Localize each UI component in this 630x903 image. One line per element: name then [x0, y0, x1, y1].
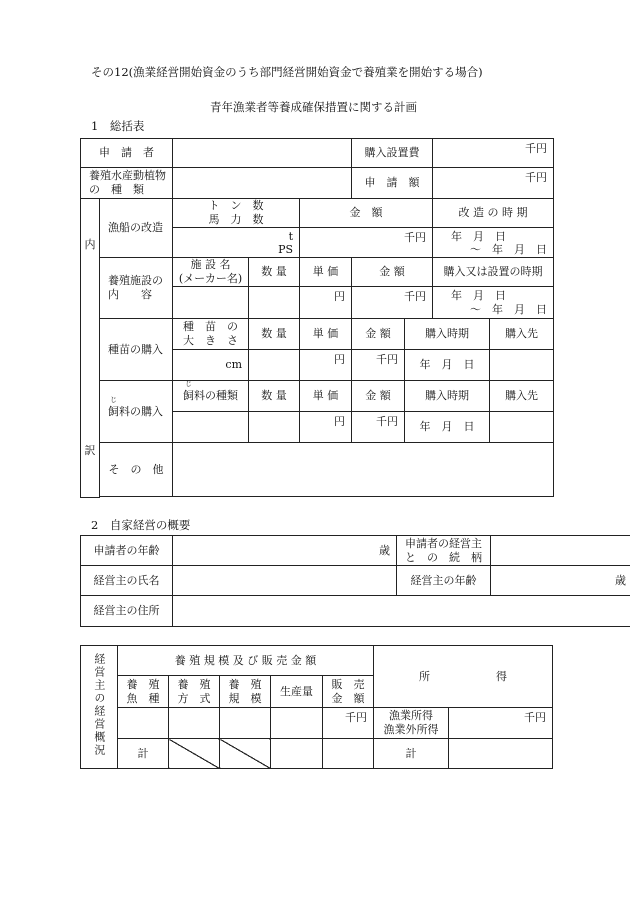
relation-value[interactable] — [491, 536, 630, 566]
income-types-label: 漁業所得 漁業外所得 — [374, 708, 449, 739]
boat-tonnage-value[interactable]: t PS — [173, 227, 300, 258]
species-label: 養殖水産動植物 の 種 類 — [81, 168, 173, 199]
applicant-label: 申 請 者 — [81, 139, 173, 168]
page-title: 青年漁業者等養成確保措置に関する計画 — [210, 100, 417, 114]
production-value[interactable] — [271, 708, 323, 739]
income-total-value[interactable] — [449, 739, 553, 769]
income-value[interactable]: 千円 — [449, 708, 553, 739]
feed-quantity-value[interactable] — [249, 412, 300, 443]
production-header: 生産量 — [271, 676, 323, 708]
feed-price-value[interactable]: 円 — [300, 412, 352, 443]
feed-vendor-value[interactable] — [490, 412, 554, 443]
feed-amount-header: 金 額 — [352, 381, 405, 412]
facility-price-value[interactable]: 円 — [300, 287, 352, 319]
seed-label: 種苗の購入 — [100, 319, 173, 381]
facility-amount-header: 金 額 — [352, 258, 433, 287]
scale-sales-header: 養 殖 規 模 及 び 販 売 金 額 — [118, 646, 374, 676]
facility-name-header: 施 設 名 (メーカー名) — [173, 258, 249, 287]
seed-time-header: 購入時期 — [405, 319, 490, 350]
applicant-value[interactable] — [173, 139, 352, 168]
boat-amount-value[interactable]: 千円 — [300, 227, 433, 258]
method-header: 養 殖 方 式 — [169, 676, 220, 708]
form-note: その12(漁業経営開始資金のうち部門経営開始資金で養殖業を開始する場合) — [91, 65, 483, 79]
facility-price-header: 単 価 — [300, 258, 352, 287]
owner-name-value[interactable] — [173, 566, 397, 596]
applicant-age-value[interactable]: 歳 — [173, 536, 397, 566]
summary-table — [80, 138, 554, 498]
boat-amount-header: 金 額 — [300, 199, 433, 228]
seed-vendor-header: 購入先 — [490, 319, 554, 350]
request-amount-value[interactable]: 千円 — [433, 168, 554, 199]
facility-period-value[interactable]: 年 月 日 〜 年 月 日 — [433, 287, 554, 319]
scale-value[interactable] — [220, 708, 271, 739]
facility-name-value[interactable] — [173, 287, 249, 319]
boat-tonnage-header: ト ン 数 馬 力 数 — [173, 199, 300, 228]
feed-price-header: 単 価 — [300, 381, 352, 412]
sales-value[interactable]: 千円 — [323, 708, 374, 739]
other-label: そ の 他 — [100, 443, 173, 497]
facility-quantity-header: 数 量 — [249, 258, 300, 287]
request-amount-label: 申 請 額 — [352, 168, 433, 199]
purchase-cost-value[interactable]: 千円 — [433, 139, 554, 168]
boat-period-value[interactable]: 年 月 日 〜 年 月 日 — [433, 227, 554, 258]
feed-vendor-header: 購入先 — [490, 381, 554, 412]
section2-heading: 2 自家経営の概要 — [91, 518, 191, 532]
method-total-slash — [169, 739, 220, 769]
feed-quantity-header: 数 量 — [249, 381, 300, 412]
income-header: 所 得 — [374, 646, 553, 708]
sales-total-value[interactable] — [323, 739, 374, 769]
facility-period-header: 購入又は設置の時期 — [433, 258, 554, 287]
section1-heading: 1 総括表 — [91, 119, 145, 133]
scale-total-label: 計 — [118, 739, 169, 769]
scale-total-slash — [220, 739, 271, 769]
feed-amount-value[interactable]: 千円 — [352, 412, 405, 443]
seed-size-value[interactable]: cm — [173, 350, 249, 381]
income-total-label: 計 — [374, 739, 449, 769]
facility-quantity-value[interactable] — [249, 287, 300, 319]
seed-time-value[interactable]: 年 月 日 — [405, 350, 490, 381]
sales-header: 販 売 金 額 — [323, 676, 374, 708]
feed-type-value[interactable] — [173, 412, 249, 443]
owner-address-value[interactable] — [173, 596, 630, 627]
seed-size-header: 種 苗 の 大 き さ — [173, 319, 249, 350]
scale-header: 養 殖 規 模 — [220, 676, 271, 708]
seed-amount-value[interactable]: 千円 — [352, 350, 405, 381]
seed-quantity-header: 数 量 — [249, 319, 300, 350]
feed-time-value[interactable]: 年 月 日 — [405, 412, 490, 443]
business-status-label: 経営主の経営概況 — [81, 646, 118, 769]
owner-address-label: 経営主の住所 — [81, 596, 173, 627]
owner-business-table — [80, 645, 553, 769]
feed-time-header: 購入時期 — [405, 381, 490, 412]
owner-age-value[interactable]: 歳 — [491, 566, 630, 596]
breakdown-label: 内 訳 — [81, 199, 100, 498]
facility-amount-value[interactable]: 千円 — [352, 287, 433, 319]
facility-label: 養殖施設の 内 容 — [100, 258, 173, 319]
feed-label: じ 飼料の購入 — [100, 381, 173, 443]
species-value[interactable] — [118, 708, 169, 739]
purchase-cost-label: 購入設置費 — [352, 139, 433, 168]
production-total-value[interactable] — [271, 739, 323, 769]
owner-age-label: 経営主の年齢 — [397, 566, 491, 596]
feed-type-header: じ 飼料の種類 — [173, 381, 249, 412]
relation-label: 申請者の経営主 と の 続 柄 — [397, 536, 491, 566]
species-value[interactable] — [173, 168, 352, 199]
other-value[interactable] — [173, 443, 554, 497]
seed-price-value[interactable]: 円 — [300, 350, 352, 381]
seed-price-header: 単 価 — [300, 319, 352, 350]
boat-period-header: 改 造 の 時 期 — [433, 199, 554, 228]
owner-name-label: 経営主の氏名 — [81, 566, 173, 596]
applicant-age-label: 申請者の年齢 — [81, 536, 173, 566]
boat-label: 漁船の改造 — [100, 199, 173, 258]
method-value[interactable] — [169, 708, 220, 739]
seed-quantity-value[interactable] — [249, 350, 300, 381]
seed-vendor-value[interactable] — [490, 350, 554, 381]
seed-amount-header: 金 額 — [352, 319, 405, 350]
business-overview-table — [80, 535, 630, 627]
species-header: 養 殖 魚 種 — [118, 676, 169, 708]
